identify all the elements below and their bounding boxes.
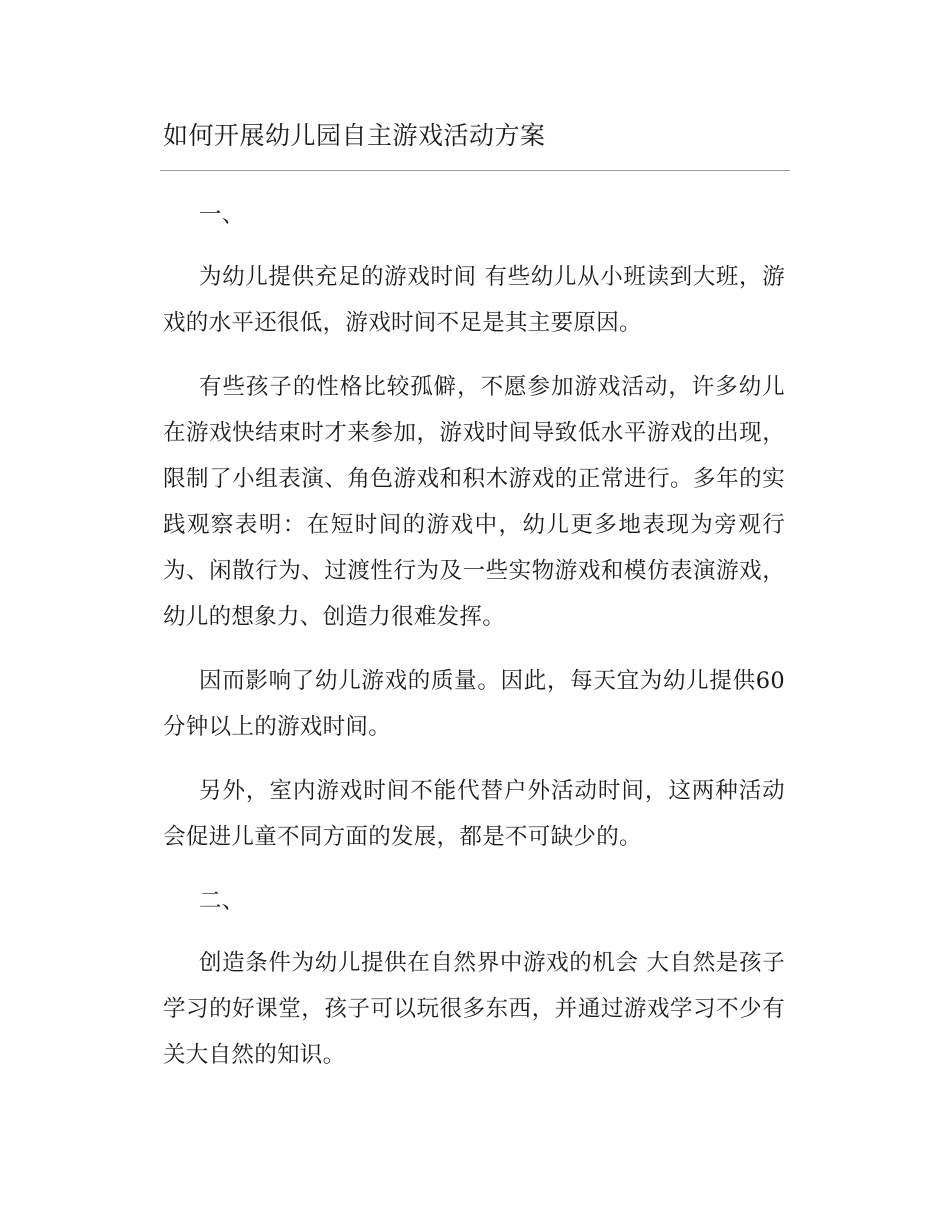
paragraph: 因而影响了幼儿游戏的质量。因此，每天宜为幼儿提供60分钟以上的游戏时间。	[163, 668, 785, 740]
paragraph: 为幼儿提供充足的游戏时间 有些幼儿从小班读到大班，游戏的水平还很低，游戏时间不足是其主要原因。	[163, 264, 785, 336]
paragraph: 创造条件为幼儿提供在自然界中游戏的机会 大自然是孩子学习的好课堂，孩子可以玩很多东西，并通过游戏学习不少有关大自然的知识。	[163, 950, 785, 1068]
paragraph: 有些孩子的性格比较孤僻，不愿参加游戏活动，许多幼儿在游戏快结束时才来参加，游戏时间导致低水平游戏的出现，限制了小组表演、角色游戏和积木游戏的正常进行。多年的实践观察表明：在短时间的游戏中，幼儿更多地表现为旁观行为、闲散行为、过渡性行为及一些实物游戏和模仿表演游戏，幼儿的想象力、创造力很难发挥。	[163, 374, 785, 630]
paragraph: 另外，室内游戏时间不能代替户外活动时间，这两种活动会促进儿童不同方面的发展，都是不可缺少的。	[163, 778, 785, 850]
document-title: 如何开展幼儿园自主游戏活动方案	[163, 121, 546, 150]
section-heading-1: 一、	[199, 202, 245, 228]
document-body	[163, 192, 785, 1096]
section-heading-2: 二、	[199, 888, 245, 914]
title-divider	[160, 170, 790, 171]
